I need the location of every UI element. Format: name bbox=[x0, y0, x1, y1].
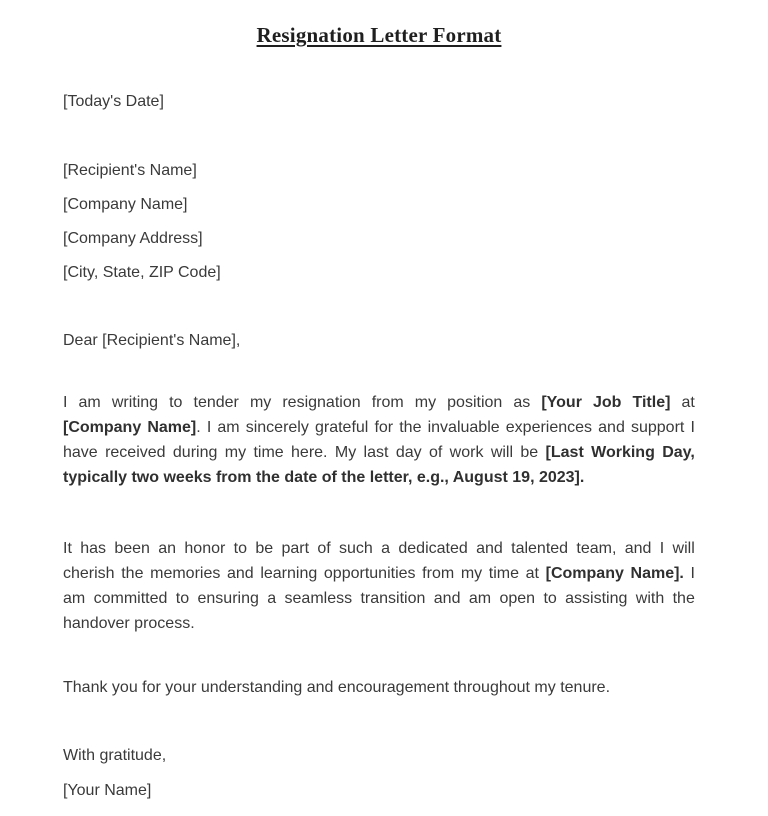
paragraph-line: I am writing to tender my resignation from my position as [Your Job Title] at bbox=[63, 394, 695, 411]
document-title: Resignation Letter Format bbox=[256, 23, 502, 47]
address-line-company-name: [Company Name] bbox=[63, 196, 188, 213]
body-paragraph bbox=[63, 390, 695, 490]
paragraph-line: am committed to ensuring a seamless transition and am open to assisting with the bbox=[63, 590, 695, 607]
date-line: [Today's Date] bbox=[63, 93, 164, 110]
body-paragraphs bbox=[63, 390, 695, 636]
salutation-line: Dear [Recipient's Name], bbox=[63, 332, 241, 349]
signature-line: [Your Name] bbox=[63, 782, 152, 799]
address-line-company-address: [Company Address] bbox=[63, 230, 203, 247]
paragraph-line: typically two weeks from the date of the letter, e.g., August 19, 2023]. bbox=[63, 469, 585, 486]
paragraph-line: It has been an honor to be part of such a dedicated and talented team, and I will bbox=[63, 540, 695, 557]
paragraph-line: cherish the memories and learning opportunities from my time at [Company Name]. I bbox=[63, 565, 695, 582]
address-line-recipient-name: [Recipient's Name] bbox=[63, 162, 197, 179]
paragraph-line: [Company Name]. I am sincerely grateful for the invaluable experiences and support I bbox=[63, 419, 695, 436]
signoff-line: With gratitude, bbox=[63, 747, 167, 764]
paragraph-line: handover process. bbox=[63, 615, 195, 632]
address-line-city-state-zip: [City, State, ZIP Code] bbox=[63, 264, 221, 281]
body-paragraph bbox=[63, 536, 695, 636]
closing-line: Thank you for your understanding and encouragement throughout my tenure. bbox=[63, 679, 611, 696]
recipient-address-block bbox=[63, 154, 695, 290]
paragraph-line: have received during my time here. My last day of work will be [Last Working Day, bbox=[63, 444, 695, 461]
